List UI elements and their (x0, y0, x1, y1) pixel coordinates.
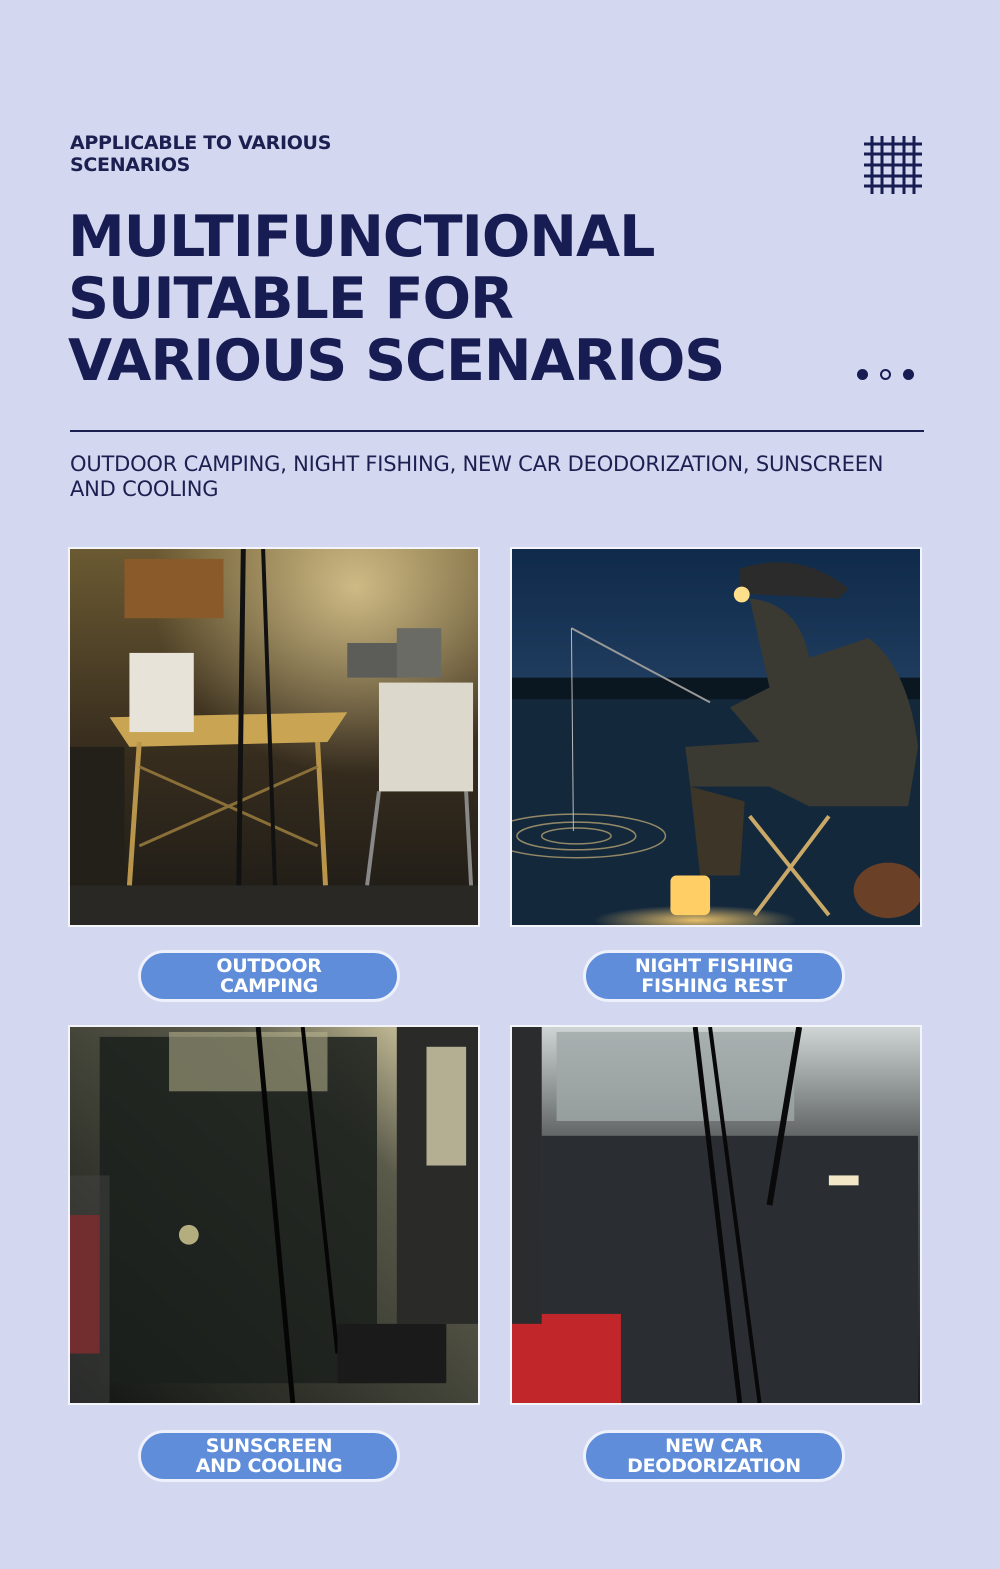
scenario-summary: OUTDOOR CAMPING, NIGHT FISHING, NEW CAR DEODORIZATION, SUNSCREEN AND COOLING (70, 452, 884, 501)
trunk-mesh-photo (510, 1025, 922, 1405)
label-new-car-deodorization (583, 1430, 845, 1482)
pill-line-2: AND COOLING (195, 1455, 343, 1477)
title-line-2: SUITABLE FOR (68, 266, 513, 332)
camping-tailgate-photo (68, 547, 480, 927)
label-outdoor-camping (138, 950, 400, 1002)
pill-line-1: NEW CAR (665, 1435, 763, 1457)
pagination-dots (857, 369, 914, 380)
night-fishing-photo (510, 547, 922, 927)
title-line-3: VARIOUS SCENARIOS (68, 328, 725, 394)
pill-line-2: CAMPING (220, 975, 318, 997)
pill-line-2: DEODORIZATION (627, 1455, 801, 1477)
kicker-text: APPLICABLE TO VARIOUS SCENARIOS (70, 132, 332, 176)
page-title (68, 206, 788, 392)
pagination-dot-1[interactable] (857, 369, 868, 380)
divider (70, 430, 924, 432)
pill-line-2: FISHING REST (641, 975, 787, 997)
pagination-dot-3[interactable] (903, 369, 914, 380)
title-line-1: MULTIFUNCTIONAL (68, 204, 655, 270)
pill-line-1: NIGHT FISHING (634, 955, 794, 977)
mesh-pattern-icon (862, 134, 924, 196)
car-door-mesh-photo (68, 1025, 480, 1405)
pagination-dot-2[interactable] (880, 369, 891, 380)
label-night-fishing (583, 950, 845, 1002)
pill-line-1: OUTDOOR (216, 955, 322, 977)
label-sunscreen-cooling (138, 1430, 400, 1482)
pill-line-1: SUNSCREEN (205, 1435, 333, 1457)
